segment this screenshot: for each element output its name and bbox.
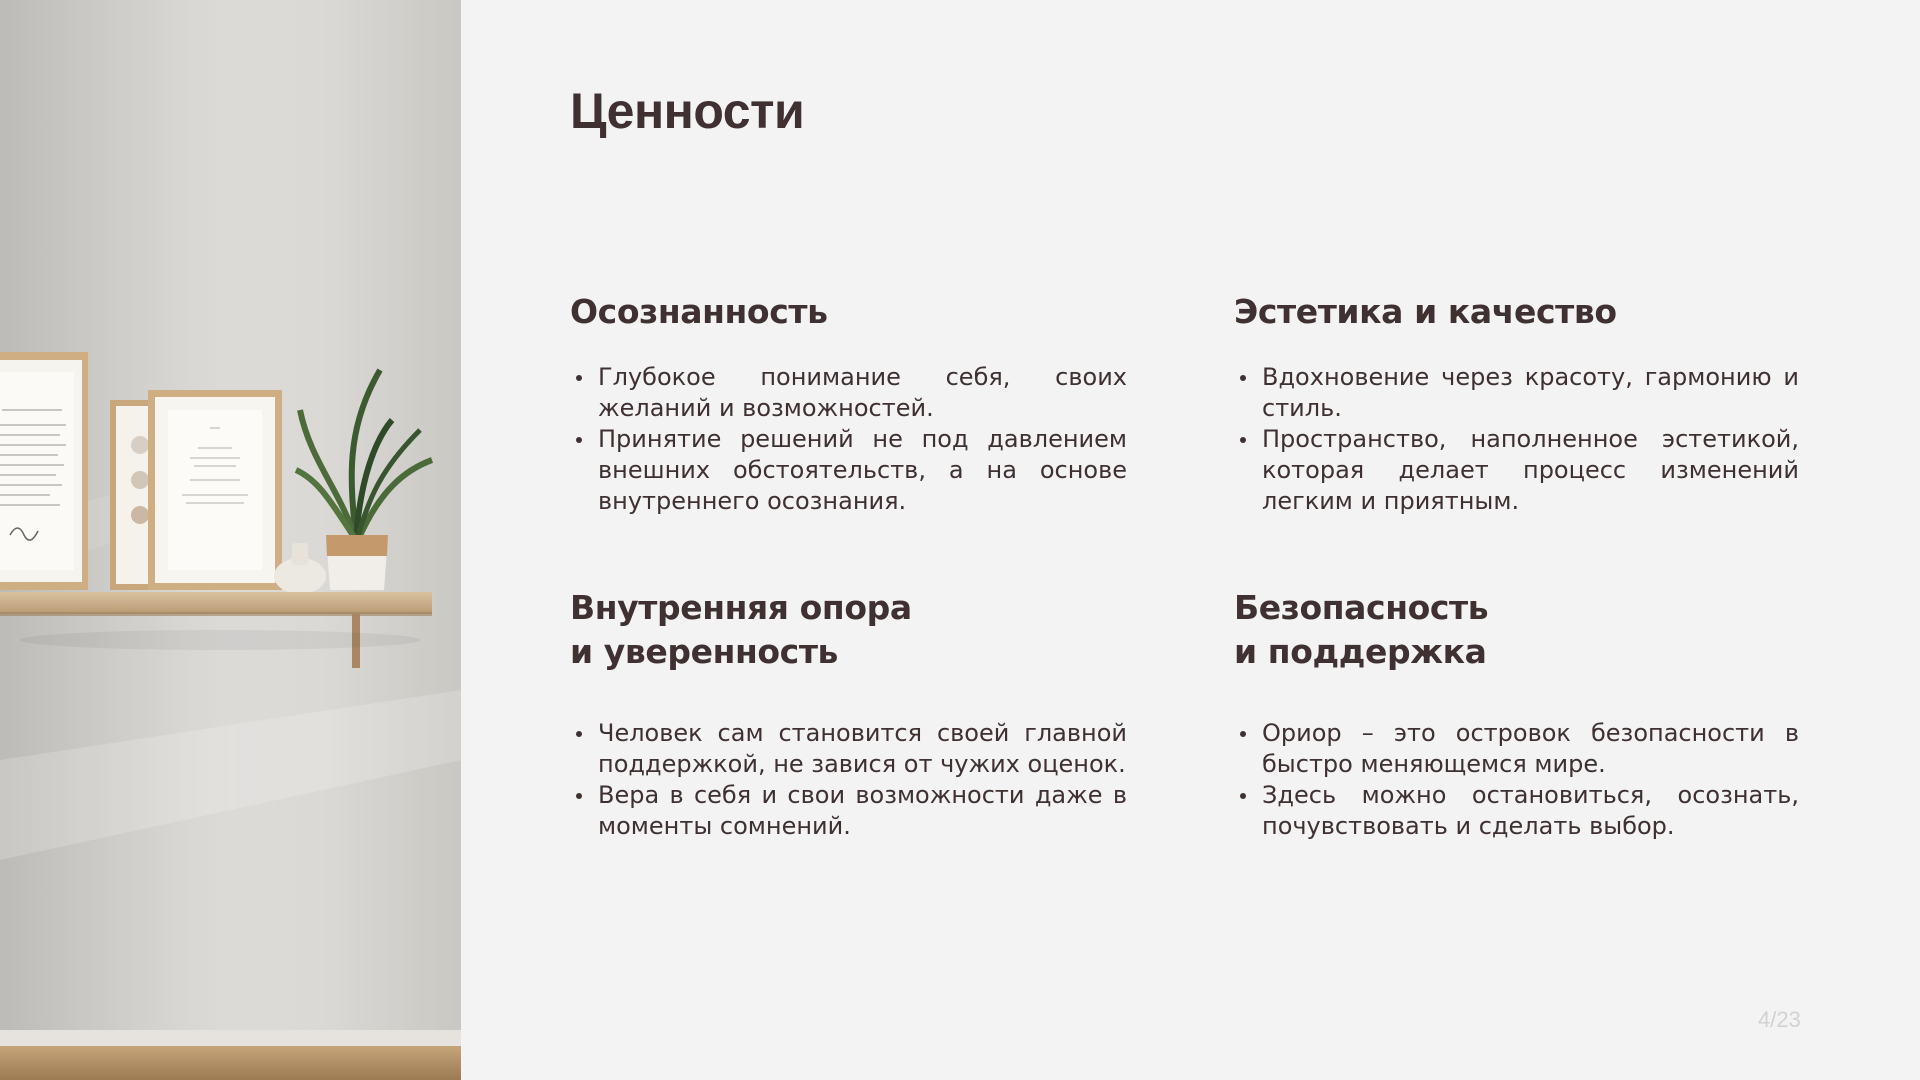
value-heading-text: Осознанность xyxy=(570,292,828,331)
list-item: Вера в себя и свои возможности даже в моменты сомнений. xyxy=(598,781,1127,840)
value-heading xyxy=(1234,586,1799,674)
value-heading xyxy=(570,586,1127,674)
value-block-safety xyxy=(1234,586,1799,842)
list-item: Вдохновение через красоту, гармонию и стиль. xyxy=(1262,363,1799,422)
value-heading-text: Эстетика и качество xyxy=(1234,292,1617,331)
value-heading-line: Внутренняя опора xyxy=(570,588,912,627)
list-item: Глубокое понимание себя, своих желаний и возможностей. xyxy=(598,363,1127,422)
interior-photo-illustration xyxy=(0,0,461,1080)
interior-photo xyxy=(0,0,461,1080)
value-heading xyxy=(570,290,1127,334)
value-heading xyxy=(1234,290,1799,334)
slide-content xyxy=(461,0,1920,1080)
page-title: Ценности xyxy=(570,83,805,139)
value-heading-line: и уверенность xyxy=(570,632,839,671)
frame-medium xyxy=(148,390,282,590)
value-list xyxy=(1234,362,1799,517)
list-item: Пространство, наполненное эстетикой, которая делает процесс изменений легким и приятным. xyxy=(1262,425,1799,515)
value-list xyxy=(1234,718,1799,842)
frame-large xyxy=(0,352,88,590)
list-item: Принятие решений не под давлением внешних обстоятельств, а на основе внутреннего осознания. xyxy=(598,425,1127,515)
page-number: 4/23 xyxy=(1758,1007,1801,1032)
list-item: Ориор – это островок безопасности в быстро меняющемся мире. xyxy=(1262,719,1799,778)
value-list xyxy=(570,718,1127,842)
value-block-mindfulness xyxy=(570,290,1127,517)
list-item: Здесь можно остановиться, осознать, почувствовать и сделать выбор. xyxy=(1262,781,1799,840)
value-list xyxy=(570,362,1127,517)
list-item: Человек сам становится своей главной поддержкой, не завися от чужих оценок. xyxy=(598,719,1127,778)
value-heading-line: Безопасность xyxy=(1234,588,1489,627)
value-heading-line: и поддержка xyxy=(1234,632,1487,671)
frame-small xyxy=(110,400,154,590)
value-block-aesthetics xyxy=(1234,290,1799,517)
value-block-inner-support xyxy=(570,586,1127,842)
